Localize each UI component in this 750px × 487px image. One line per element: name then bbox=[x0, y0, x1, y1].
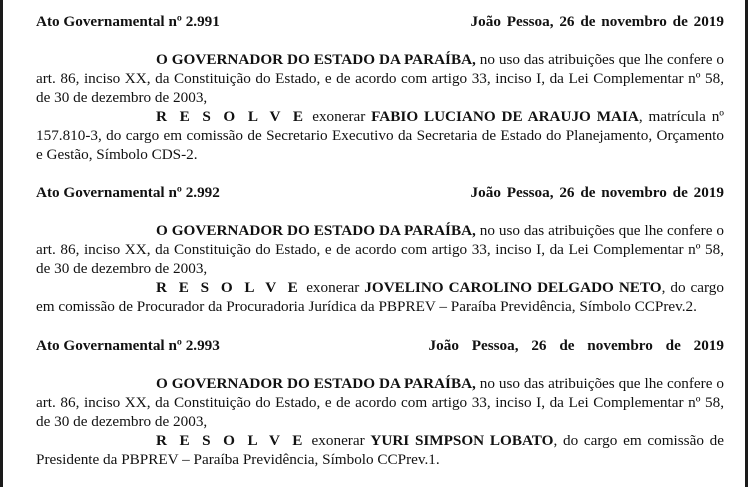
act-resolution bbox=[36, 107, 724, 164]
resolve-word: R E S O L V E bbox=[156, 432, 306, 449]
person-name: YURI SIMPSON LOBATO bbox=[370, 432, 554, 449]
action-verb: exonerar bbox=[305, 432, 371, 449]
act-preamble bbox=[36, 221, 724, 278]
act-date: João Pessoa, 26 de novembro de 2019 bbox=[428, 337, 724, 354]
act-2991 bbox=[36, 12, 724, 164]
governor-heading: O GOVERNADOR DO ESTADO DA PARAÍBA, bbox=[156, 222, 476, 239]
governor-heading: O GOVERNADOR DO ESTADO DA PARAÍBA, bbox=[156, 51, 476, 68]
resolve-word: R E S O L V E bbox=[156, 108, 307, 125]
action-verb: exonerar bbox=[301, 279, 365, 296]
act-date: João Pessoa, 26 de novembro de 2019 bbox=[470, 13, 724, 30]
act-preamble bbox=[36, 50, 724, 107]
page-border-left bbox=[0, 0, 3, 487]
person-name: FABIO LUCIANO DE ARAUJO MAIA bbox=[371, 108, 639, 125]
act-preamble bbox=[36, 374, 724, 431]
governor-heading: O GOVERNADOR DO ESTADO DA PARAÍBA, bbox=[156, 375, 476, 392]
act-header bbox=[36, 183, 724, 202]
preamble-text: no uso das atribuições que lhe confere o art. 86, inciso XX, da Constituição do Estado, e de acordo com artigo 33, inciso I, da Lei Complementar nº 58, de 30 de dezembro de 2003, bbox=[36, 375, 724, 430]
act-2993 bbox=[36, 336, 724, 469]
resolve-word: R E S O L V E bbox=[156, 279, 302, 296]
person-name: JOVELINO CAROLINO DELGADO NETO bbox=[364, 279, 662, 296]
act-title: Ato Governamental nº 2.993 bbox=[36, 337, 220, 354]
resolution-details: , do cargo em comissão de Presidente da PBPREV – Paraíba Previdência, Símbolo CCPrev.1. bbox=[36, 432, 724, 468]
resolution-details: , do cargo em comissão de Procurador da Procuradoria Jurídica da PBPREV – Paraíba Previdência, Símbolo CCPrev.2. bbox=[36, 279, 724, 315]
act-2992 bbox=[36, 183, 724, 316]
act-resolution bbox=[36, 278, 724, 316]
act-header bbox=[36, 12, 724, 31]
act-resolution bbox=[36, 431, 724, 469]
act-title: Ato Governamental nº 2.992 bbox=[36, 184, 220, 201]
page-border-right bbox=[745, 0, 748, 487]
preamble-text: no uso das atribuições que lhe confere o art. 86, inciso XX, da Constituição do Estado, e de acordo com artigo 33, inciso I, da Lei Complementar nº 58, de 30 de dezembro de 2003, bbox=[36, 51, 724, 106]
preamble-text: no uso das atribuições que lhe confere o art. 86, inciso XX, da Constituição do Estado, e de acordo com artigo 33, inciso I, da Lei Complementar nº 58, de 30 de dezembro de 2003, bbox=[36, 222, 724, 277]
resolution-details: , matrícula nº 157.810-3, do cargo em comissão de Secretario Executivo da Secretaria de Estado do Planejamento, Orçamento e Gestão, Símbolo CDS-2. bbox=[36, 108, 724, 163]
act-header bbox=[36, 336, 724, 355]
act-date: João Pessoa, 26 de novembro de 2019 bbox=[470, 184, 724, 201]
action-verb: exonerar bbox=[306, 108, 372, 125]
act-title: Ato Governamental nº 2.991 bbox=[36, 13, 220, 30]
